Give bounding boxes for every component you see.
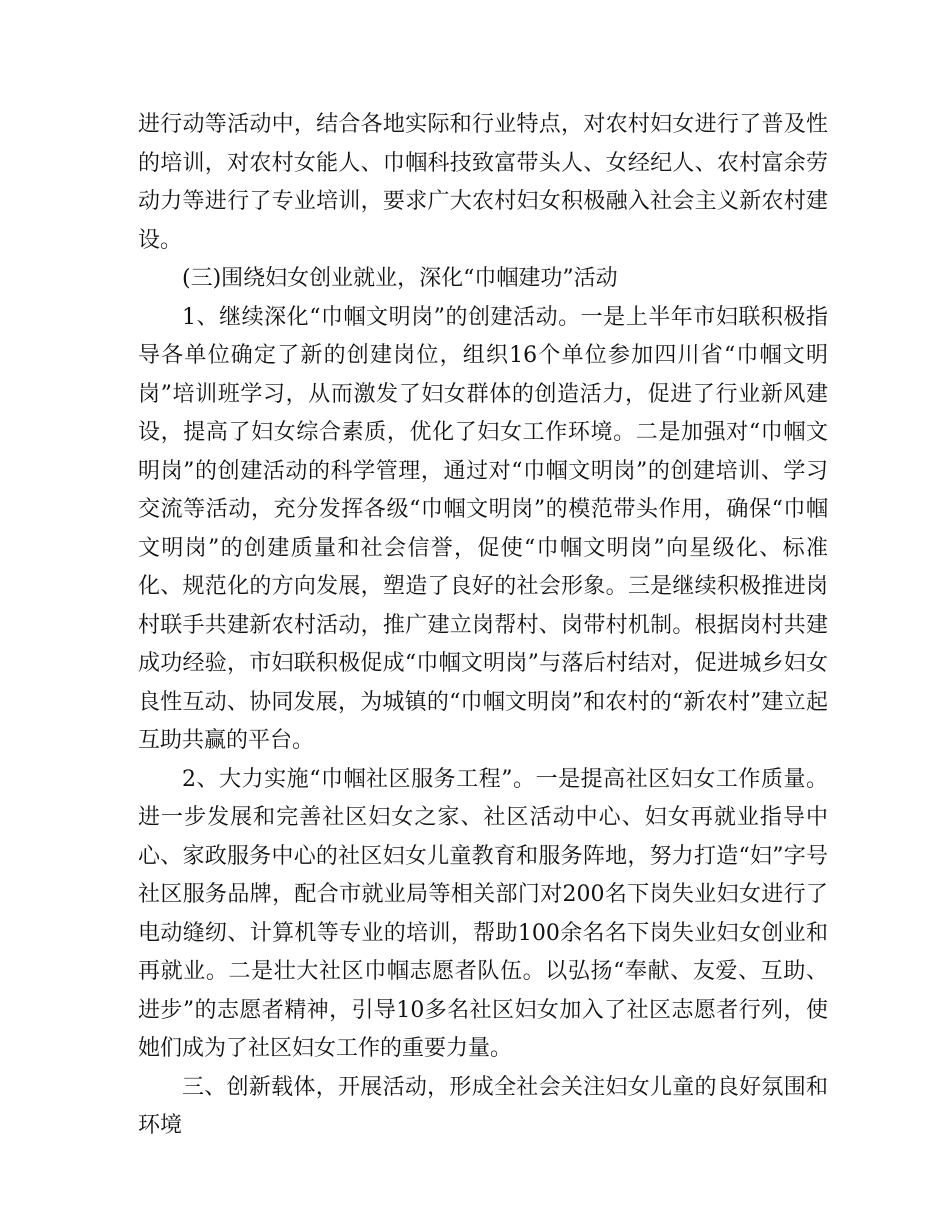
section-heading-innovation: 三、创新载体，开展活动，形成全社会关注妇女儿童的良好氛围和环境 xyxy=(138,1074,828,1138)
paragraph-continuation: 进行动等活动中，结合各地实际和行业特点，对农村妇女进行了普及性的培训，对农村女能人、巾帼科技致富带头人、女经纪人、农村富余劳动力等进行了专业培训，要求广大农村妇女积极融入社会主义新农村建设。 xyxy=(138,112,828,253)
document-body xyxy=(138,106,828,1146)
paragraph-civilized-post: 1、继续深化“巾帼文明岗”的创建活动。一是上半年市妇联积极指导各单位确定了新的创建岗位，组织16个单位参加四川省“巾帼文明岗”培训班学习，从而激发了妇女群体的创造活力，促进了行业新风建设，提高了妇女综合素质，优化了妇女工作环境。二是加强对“巾帼文明岗”的创建活动的科学管理，通过对“巾帼文明岗”的创建培训、学习交流等活动，充分发挥各级“巾帼文明岗”的模范带头作用，确保“巾帼文明岗”的创建质量和社会信誉，促使“巾帼文明岗”向星级化、标准化、规范化的方向发展，塑造了良好的社会形象。三是继续积极推进岗村联手共建新农村活动，推广建立岗帮村、岗带村机制。根据岗村共建成功经验，市妇联积极促成“巾帼文明岗”与落后村结对，促进城乡妇女良性互动、协同发展，为城镇的“巾帼文明岗”和农村的“新农村”建立起互助共赢的平台。 xyxy=(138,304,828,753)
paragraph-community-service: 2、大力实施“巾帼社区服务工程”。一是提高社区妇女工作质量。进一步发展和完善社区妇女之家、社区活动中心、妇女再就业指导中心、家政服务中心的社区妇女儿童教育和服务阵地，努力打造“妇”字号社区服务品牌，配合市就业局等相关部门对200名下岗失业妇女进行了电动缝纫、计算机等专业的培训，帮助100余名名下岗失业妇女创业和再就业。二是壮大社区巾帼志愿者队伍。以弘扬“奉献、友爱、互助、进步”的志愿者精神，引导10多名社区妇女加入了社区志愿者行列，使她们成为了社区妇女工作的重要力量。 xyxy=(138,766,828,1061)
section-heading-women-entrepreneurship: (三)围绕妇女创业就业，深化“巾帼建功”活动 xyxy=(182,266,618,291)
